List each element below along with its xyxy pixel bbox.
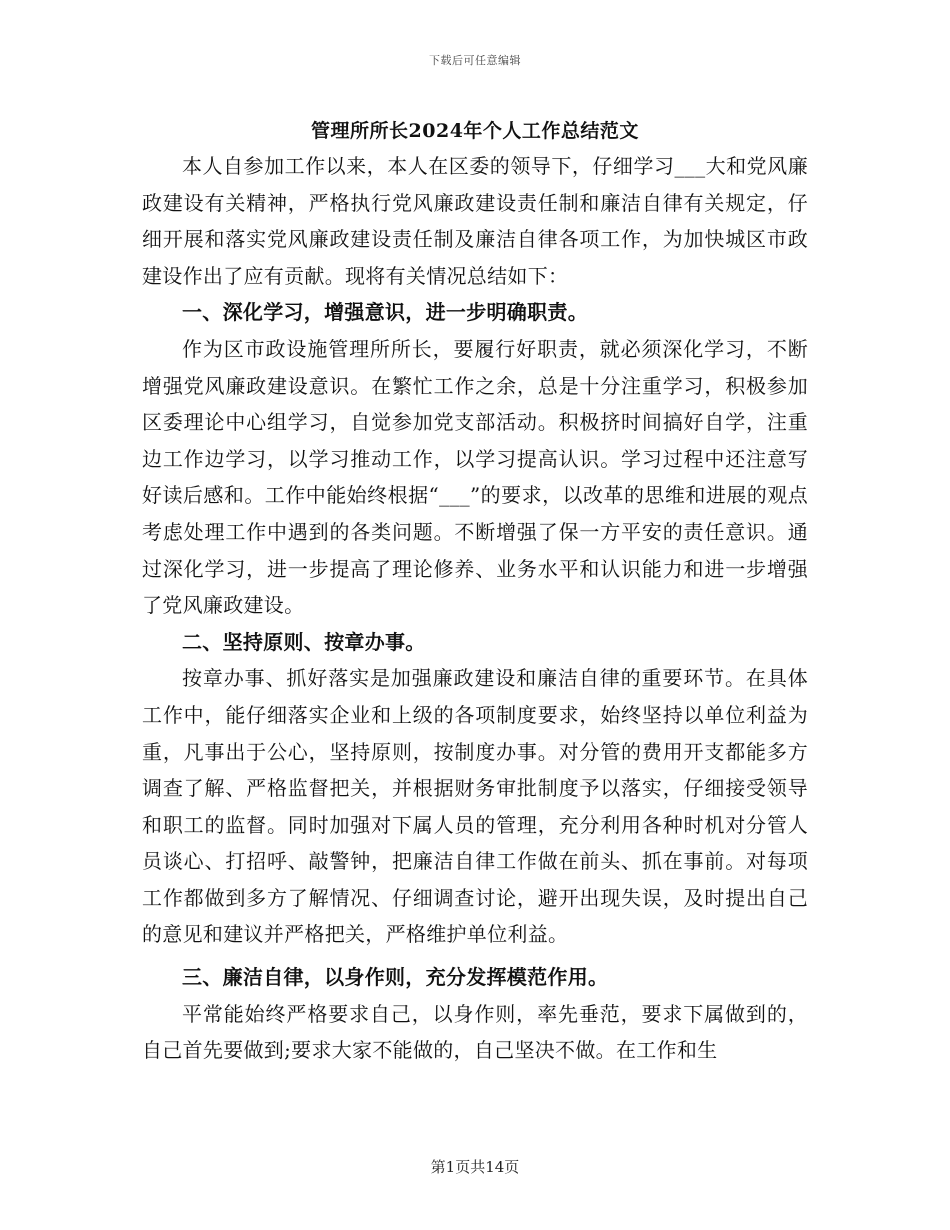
document-body xyxy=(142,148,808,1069)
section-3-heading: 三、廉洁自律，以身作则，充分发挥模范作用。 xyxy=(182,965,609,990)
section-2-heading: 二、坚持原则、按章办事。 xyxy=(182,629,426,654)
section-1-body: 作为区市政设施管理所所长，要履行好职责，就必须深化学习，不断增强党风廉政建设意识。在繁忙工作之余，总是十分注重学习，积极参加区委理论中心组学习，自觉参加党支部活动。积极挤时间搞好自学，注重边工作边学习，以学习推动工作，以学习提高认识。学习过程中还注意写好读后感和。工作中能始终根据“___”的要求，以改革的思维和进展的观点考虑处理工作中遇到的各类问题。不断增强了保一方平安的责任意识。通过深化学习，进一步提高了理论修养、业务水平和认识能力和进一步增强了党风廉政建设。 xyxy=(142,336,808,618)
section-2-body: 按章办事、抓好落实是加强廉政建设和廉洁自律的重要环节。在具体工作中，能仔细落实企业和上级的各项制度要求，始终坚持以单位利益为重，凡事出于公心，坚持原则，按制度办事。对分管的费用开支都能多方调查了解、严格监督把关，并根据财务审批制度予以落实，仔细接受领导和职工的监督。同时加强对下属人员的管理，充分利用各种时机对分管人员谈心、打招呼、敲警钟，把廉洁自律工作做在前头、抓在事前。对每项工作都做到多方了解情况、仔细调查讨论，避开出现失误，及时提出自己的意见和建议并严格把关，严格维护单位利益。 xyxy=(142,666,808,947)
section-1-heading: 一、深化学习，增强意识，进一步明确职责。 xyxy=(182,300,588,325)
page-number-footer: 第1页共14页 xyxy=(430,1158,520,1176)
intro-paragraph: 本人自参加工作以来，本人在区委的领导下，仔细学习___大和党风廉政建设有关精神，严格执行党风廉政建设责任制和廉洁自律有关规定，仔细开展和落实党风廉政建设责任制及廉洁自律各项工作，为加快城区市政建设作出了应有贡献。现将有关情况总结如下： xyxy=(142,154,808,288)
document-title: 管理所所长2024年个人工作总结范文 xyxy=(311,120,639,142)
section-3-body: 平常能始终严格要求自己，以身作则，率先垂范，要求下属做到的，自己首先要做到;要求大家不能做的，自己坚决不做。在工作和生 xyxy=(142,1001,808,1063)
header-note: 下载后可任意编辑 xyxy=(429,54,521,67)
